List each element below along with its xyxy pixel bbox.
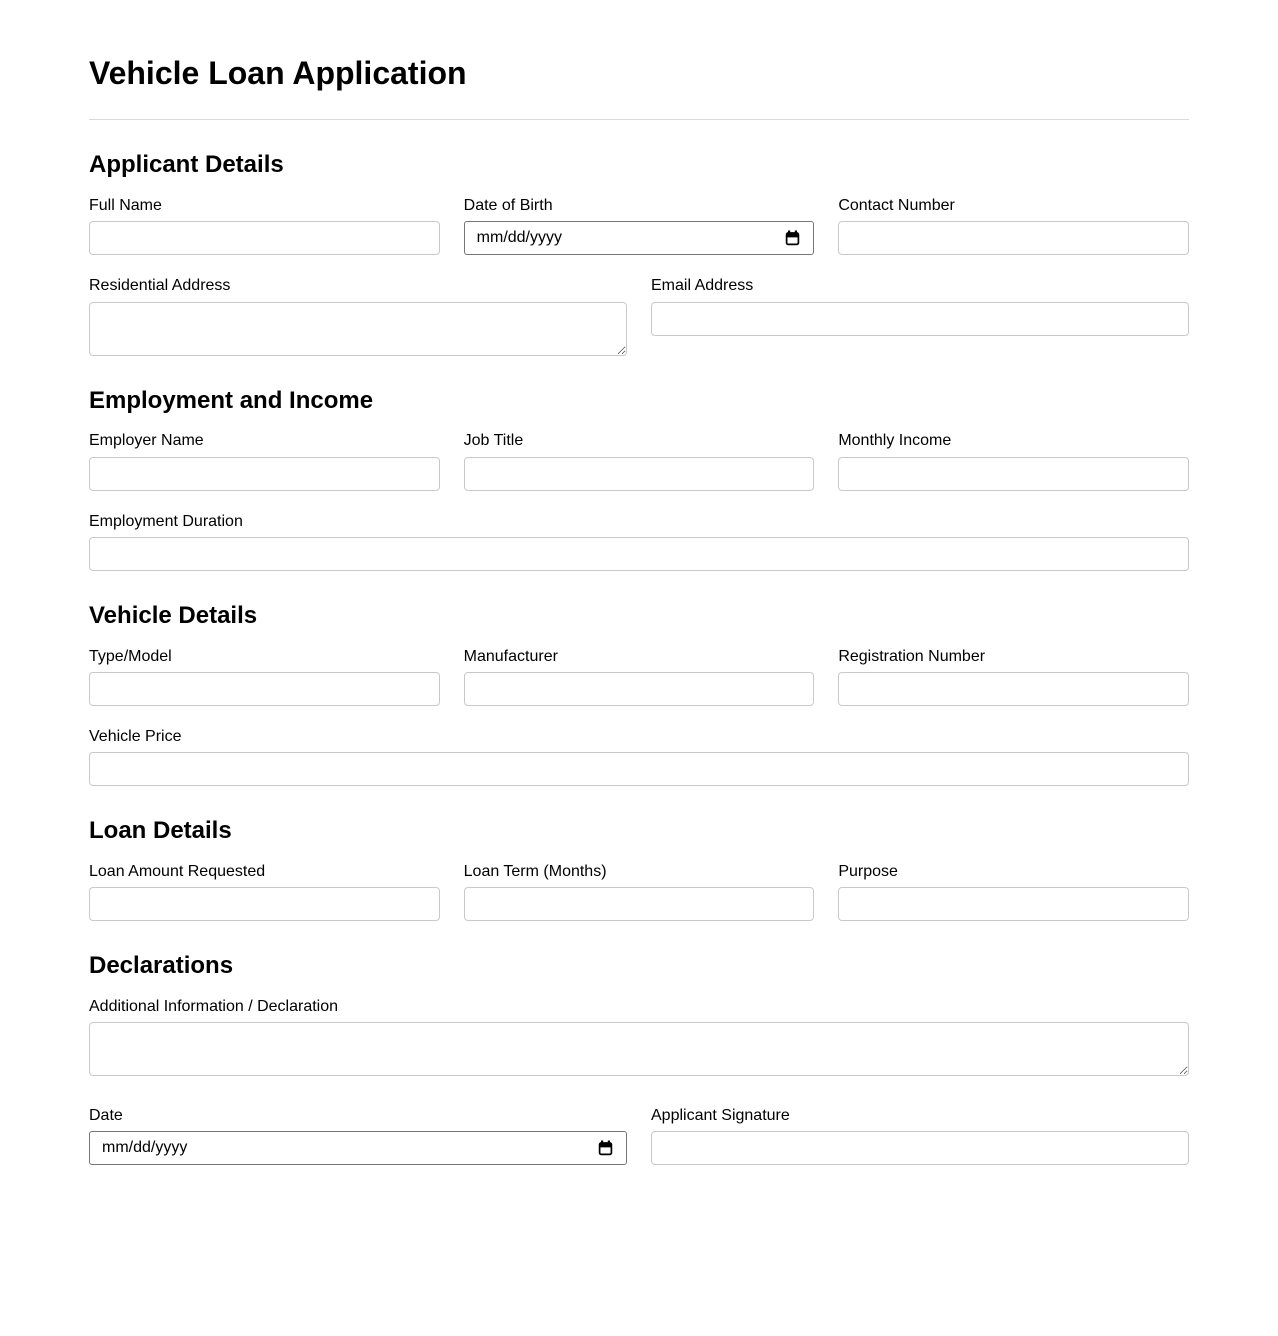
additional-information-field <box>89 997 1189 1076</box>
purpose-field <box>838 862 1189 921</box>
additional-information-textarea[interactable] <box>89 1022 1189 1076</box>
applicant-row-1 <box>89 196 1189 255</box>
registration-number-field <box>838 647 1189 706</box>
residential-address-field <box>89 276 627 355</box>
monthly-income-input[interactable] <box>838 457 1189 491</box>
purpose-label: Purpose <box>838 862 898 880</box>
section-heading-declarations: Declarations <box>89 951 234 979</box>
date-of-birth-placeholder: mm/dd/yyyy <box>476 229 562 247</box>
applicant-row-2 <box>89 276 1189 355</box>
full-name-input[interactable] <box>89 221 440 255</box>
title-divider <box>89 119 1189 120</box>
date-label: Date <box>89 1106 123 1124</box>
date-input[interactable] <box>89 1131 627 1165</box>
additional-information-label: Additional Information / Declaration <box>89 997 339 1015</box>
email-address-label: Email Address <box>651 277 754 295</box>
contact-number-field <box>838 196 1189 255</box>
page-title: Vehicle Loan Application <box>89 55 467 91</box>
declarations-row-2 <box>89 1106 1189 1165</box>
calendar-icon[interactable] <box>598 1140 613 1156</box>
employer-name-field <box>89 431 440 490</box>
declarations-row-1 <box>89 997 1189 1076</box>
type-model-field <box>89 647 440 706</box>
employment-row-1 <box>89 431 1189 490</box>
monthly-income-field <box>838 431 1189 490</box>
employment-duration-field <box>89 512 1189 571</box>
vehicle-row-2 <box>89 727 1189 786</box>
loan-application-form <box>69 0 1209 1336</box>
contact-number-label: Contact Number <box>838 197 955 215</box>
loan-amount-field <box>89 862 440 921</box>
residential-address-label: Residential Address <box>89 277 231 295</box>
applicant-signature-input[interactable] <box>651 1131 1189 1165</box>
vehicle-price-input[interactable] <box>89 752 1189 786</box>
section-heading-employment-income: Employment and Income <box>89 386 374 414</box>
monthly-income-label: Monthly Income <box>838 432 952 450</box>
employment-duration-label: Employment Duration <box>89 512 243 530</box>
loan-amount-label: Loan Amount Requested <box>89 862 266 880</box>
full-name-field <box>89 196 440 255</box>
loan-term-field <box>464 862 815 921</box>
type-model-label: Type/Model <box>89 647 172 665</box>
date-of-birth-input[interactable] <box>464 221 815 255</box>
date-placeholder: mm/dd/yyyy <box>102 1139 188 1157</box>
loan-term-input[interactable] <box>464 887 815 921</box>
vehicle-price-field <box>89 727 1189 786</box>
full-name-label: Full Name <box>89 197 162 215</box>
manufacturer-field <box>464 647 815 706</box>
contact-number-input[interactable] <box>838 221 1189 255</box>
applicant-signature-label: Applicant Signature <box>651 1106 790 1124</box>
section-heading-loan-details: Loan Details <box>89 816 232 844</box>
section-heading-applicant-details: Applicant Details <box>89 151 284 179</box>
job-title-label: Job Title <box>463 432 524 450</box>
applicant-signature-field <box>651 1106 1189 1165</box>
job-title-field <box>464 431 815 490</box>
manufacturer-input[interactable] <box>464 672 815 706</box>
employer-name-label: Employer Name <box>89 432 204 450</box>
employment-duration-input[interactable] <box>89 537 1189 571</box>
vehicle-row-1 <box>89 647 1189 706</box>
job-title-input[interactable] <box>464 457 815 491</box>
date-of-birth-label: Date of Birth <box>463 197 553 215</box>
registration-number-input[interactable] <box>838 672 1189 706</box>
employment-row-2 <box>89 512 1189 571</box>
manufacturer-label: Manufacturer <box>463 647 558 665</box>
email-address-field <box>651 276 1189 335</box>
email-address-input[interactable] <box>651 302 1189 336</box>
purpose-input[interactable] <box>838 887 1189 921</box>
vehicle-price-label: Vehicle Price <box>89 727 182 745</box>
loan-term-label: Loan Term (Months) <box>463 862 607 880</box>
employer-name-input[interactable] <box>89 457 440 491</box>
date-of-birth-field <box>464 196 815 255</box>
date-field <box>89 1106 627 1165</box>
type-model-input[interactable] <box>89 672 440 706</box>
calendar-icon[interactable] <box>785 230 800 246</box>
section-heading-vehicle-details: Vehicle Details <box>89 601 258 629</box>
registration-number-label: Registration Number <box>838 647 986 665</box>
loan-row-1 <box>89 862 1189 921</box>
loan-amount-input[interactable] <box>89 887 440 921</box>
residential-address-textarea[interactable] <box>89 302 627 356</box>
